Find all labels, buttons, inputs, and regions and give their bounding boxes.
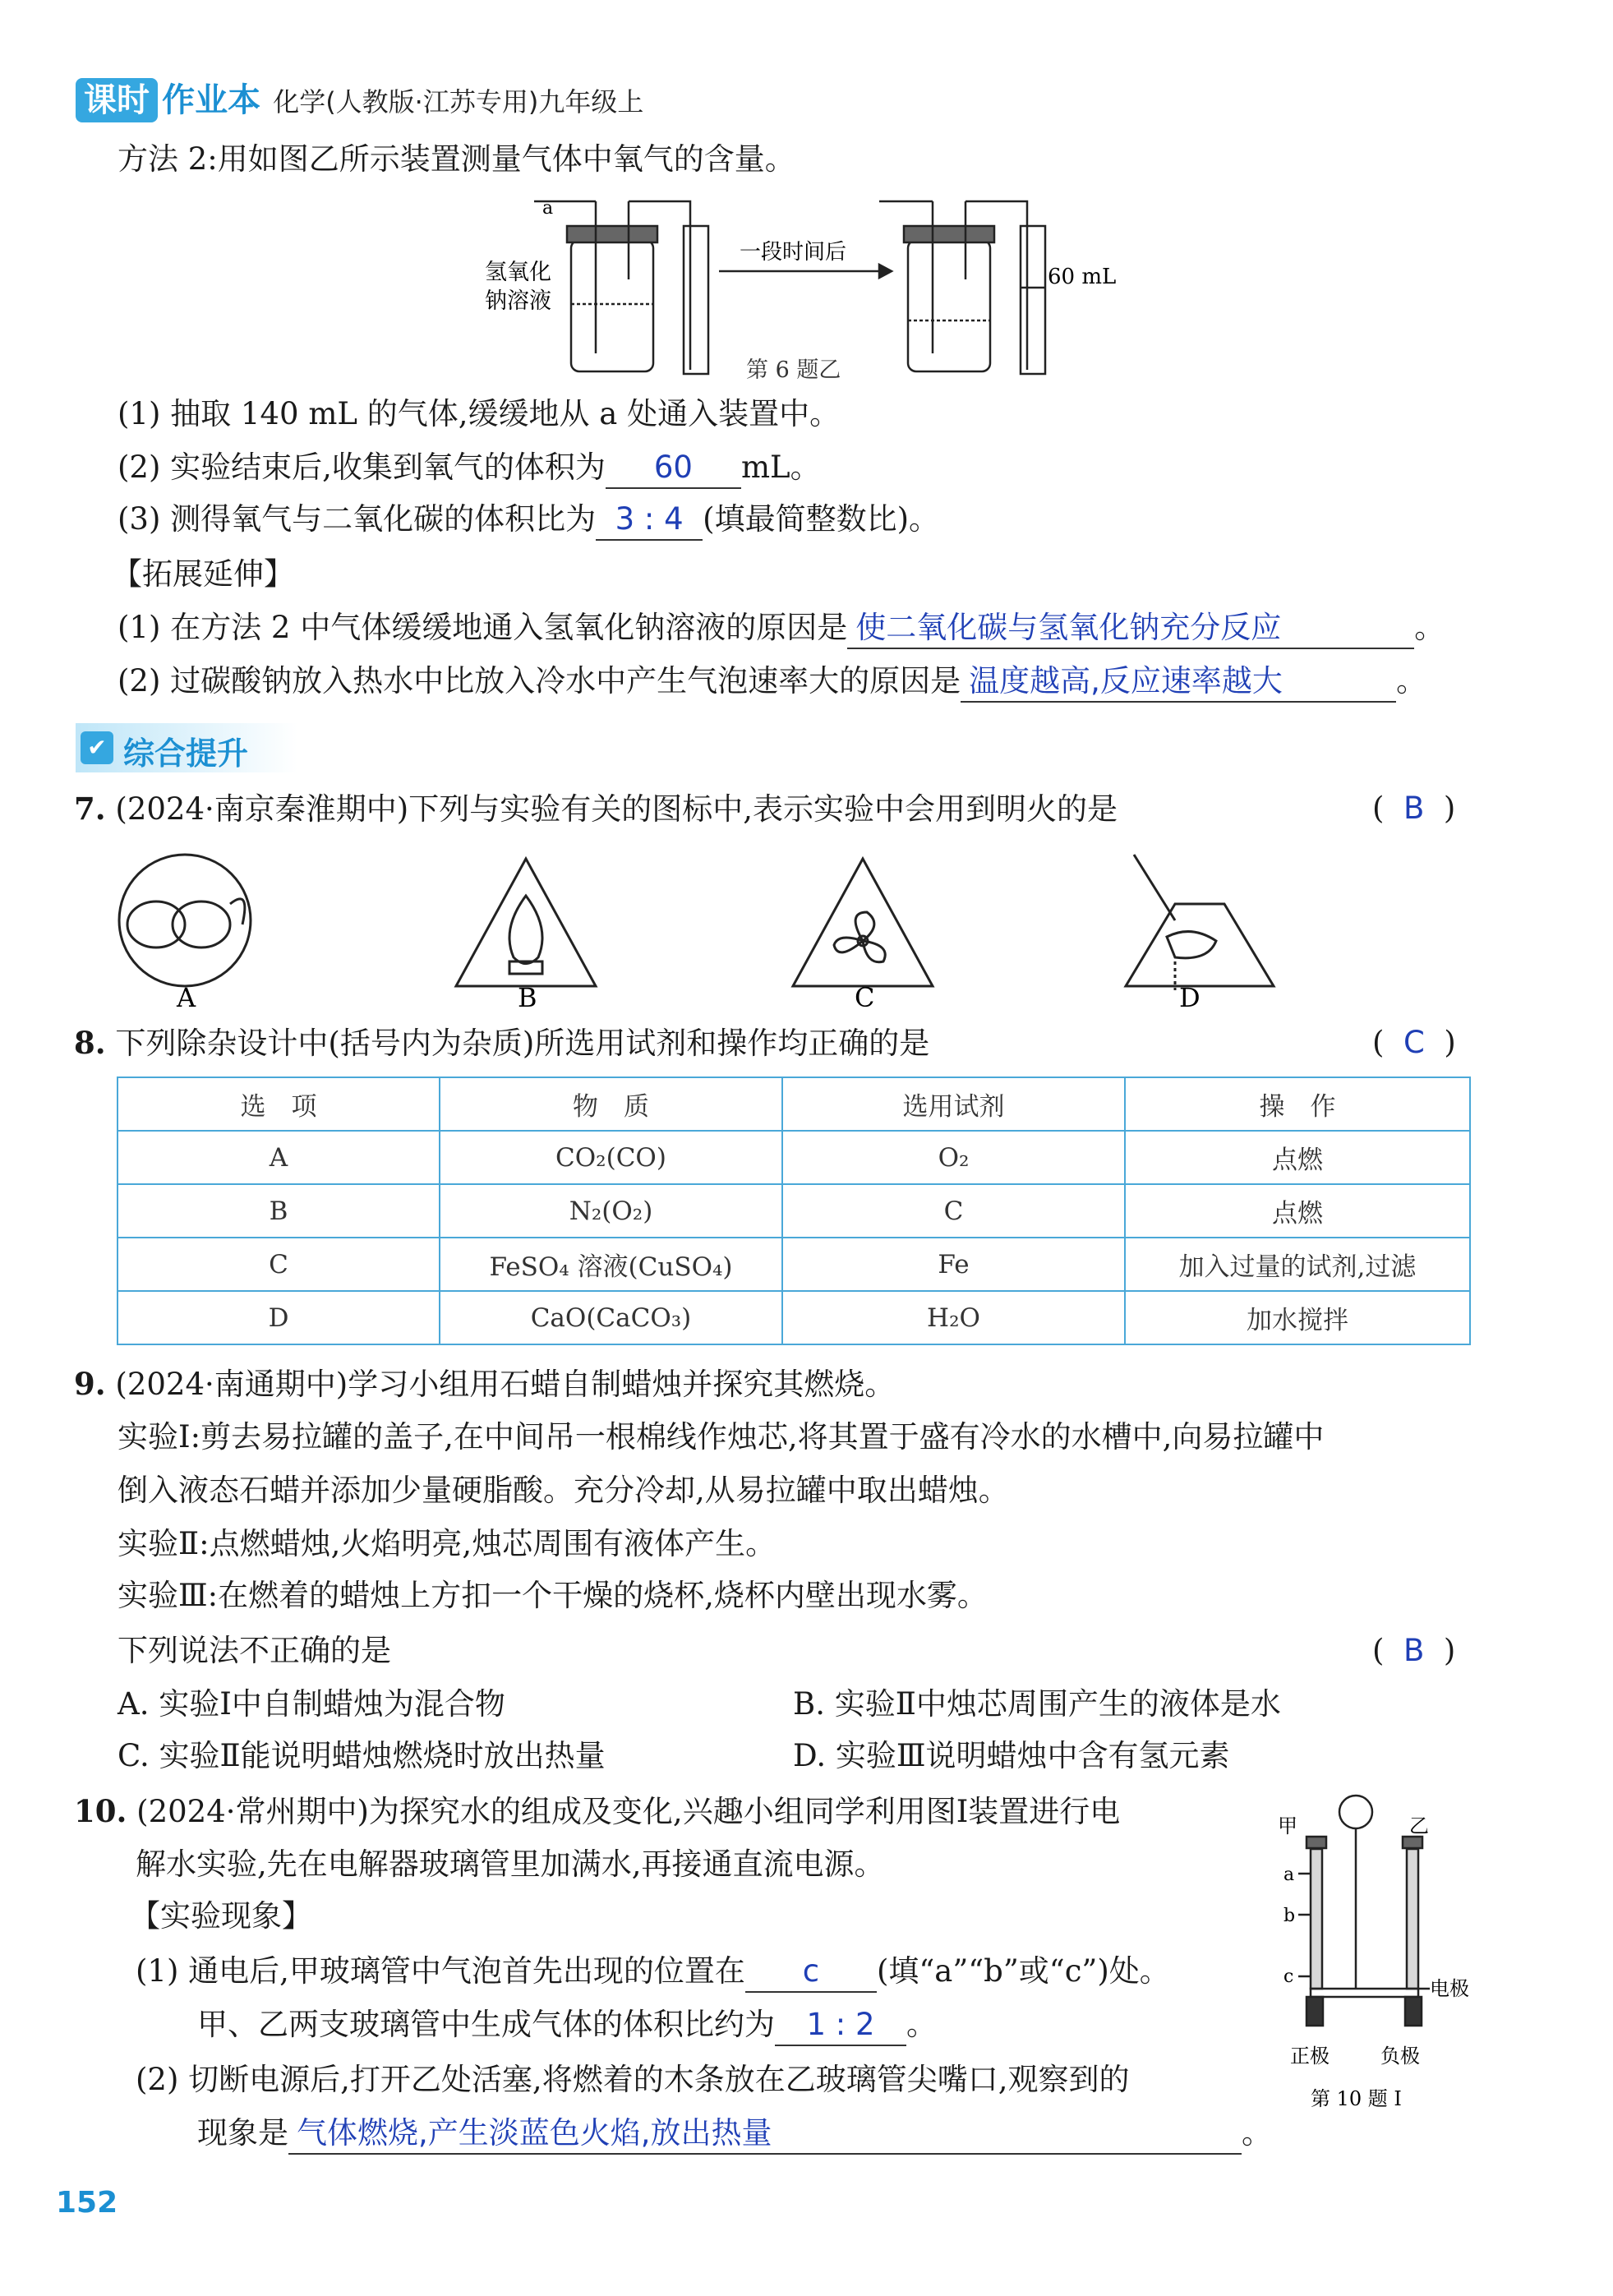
q10-line1 — [74, 1791, 1120, 1832]
q10-phenomenon-title: 【实验现象】 — [130, 1898, 312, 1934]
table-cell: 点燃 — [1125, 1184, 1470, 1238]
q10-q1-post: (填“a”“b”或“c”)处。 — [876, 1953, 1170, 1989]
q9-option-b: B. 实验Ⅱ中烛芯周围产生的液体是水 — [793, 1686, 1281, 1722]
extend-q2-post: 。 — [1396, 663, 1427, 698]
table-cell: D — [118, 1291, 440, 1344]
table-cell: 加入过量的试剂,过滤 — [1125, 1238, 1470, 1291]
page-number: 152 — [56, 2186, 118, 2220]
q10-q1b — [197, 2005, 937, 2046]
table-cell: 点燃 — [1125, 1131, 1470, 1184]
q10-q1-answer[interactable]: c — [745, 1952, 877, 1993]
table-cell: Fe — [782, 1238, 1125, 1291]
fig10-b: b — [1283, 1906, 1296, 1926]
q10-q2-pre: 现象是 — [197, 2115, 288, 2151]
extend-q2-pre: (2) 过碳酸钠放入热水中比放入冷水中产生气泡速率大的原因是 — [118, 663, 961, 698]
q7-option-b: B — [518, 982, 537, 1011]
extend-q1-answer[interactable]: 使二氧化碳与氢氧化钠充分反应 — [847, 608, 1414, 649]
q10-l1: (2024·常州期中)为探究水的组成及变化,兴趣小组同学利用图Ⅰ装置进行电 — [136, 1794, 1121, 1829]
fan-icon — [793, 859, 933, 986]
table-cell: CO₂(CO) — [440, 1131, 782, 1184]
q8-answer-box: ( C ) — [1372, 1025, 1456, 1060]
q8-stem: 下列除杂设计中(括号内为杂质)所选用试剂和操作均正确的是 — [115, 1026, 930, 1061]
q9-option-c: C. 实验Ⅱ能说明蜡烛燃烧时放出热量 — [118, 1738, 606, 1773]
q8-num: 8. — [74, 1025, 106, 1061]
section-bar — [76, 723, 297, 772]
figure-arrow-label: 一段时间后 — [740, 240, 847, 265]
fig10-caption: 第 10 题 Ⅰ — [1311, 2087, 1402, 2110]
table-cell: CaO(CaCO₃) — [440, 1291, 782, 1344]
fig10-c: c — [1283, 1966, 1294, 1987]
q9-exp1-line2: 倒入液态石蜡并添加少量硬脂酸。充分冷却,从易拉罐中取出蜡烛。 — [118, 1473, 1009, 1508]
method2-q2-post: mL。 — [740, 450, 821, 485]
q10-q1b-post: 。 — [906, 2007, 937, 2042]
q9-intro-text: (2024·南通期中)学习小组用石蜡自制蜡烛并探究其燃烧。 — [115, 1367, 896, 1402]
q9-intro — [74, 1364, 895, 1404]
table-cell: O₂ — [782, 1131, 1125, 1184]
extend-q1-pre: (1) 在方法 2 中气体缓缓地通入氢氧化钠溶液的原因是 — [118, 610, 848, 645]
q9-ask: 下列说法不正确的是 — [118, 1633, 391, 1668]
table-cell: C — [118, 1238, 440, 1291]
method2-q2-answer[interactable]: 60 — [606, 448, 741, 489]
fig10-electrode: 电极 — [1430, 1977, 1469, 2000]
q7-option-c: C — [855, 982, 875, 1011]
figure-solution-line1: 氢氧化 — [485, 260, 551, 285]
q7-option-d: D — [1179, 982, 1201, 1011]
q10-q2-answer[interactable]: 气体燃烧,产生淡蓝色火焰,放出热量 — [288, 2114, 1242, 2155]
fig10-a: a — [1283, 1865, 1295, 1885]
figure-10-electrolyzer — [1265, 1791, 1487, 2120]
table-cell: A — [118, 1131, 440, 1184]
q7-icons — [107, 846, 1504, 1011]
q10-q1-pre: (1) 通电后,甲玻璃管中气泡首先出现的位置在 — [136, 1953, 745, 1989]
q9-exp3: 实验Ⅲ:在燃着的蜡烛上方扣一个干燥的烧杯,烧杯内壁出现水雾。 — [118, 1578, 988, 1613]
hand-wash-icon — [1126, 855, 1274, 990]
extend-q1-post: 。 — [1414, 610, 1445, 645]
method2-q2-pre: (2) 实验结束后,收集到氧气的体积为 — [118, 450, 606, 485]
figure-solution-line2: 钠溶液 — [485, 288, 551, 314]
section-title: 综合提升 — [123, 735, 249, 772]
q10-q2-post: 。 — [1242, 2115, 1272, 2151]
fig10-positive: 正极 — [1290, 2045, 1330, 2068]
q10-q1b-answer[interactable]: 1 : 2 — [775, 2005, 906, 2046]
q9-exp2: 实验Ⅱ:点燃蜡烛,火焰明亮,烛芯周围有液体产生。 — [118, 1526, 777, 1561]
method2-text: 方法 2:用如图乙所示装置测量气体中氧气的含量。 — [118, 141, 795, 177]
table-cell: FeSO₄ 溶液(CuSO₄) — [440, 1238, 782, 1291]
method2-q3-answer[interactable]: 3 : 4 — [596, 500, 703, 541]
q7-stem: (2024·南京秦淮期中)下列与实验有关的图标中,表示实验中会用到明火的是 — [115, 791, 1118, 827]
method2-q3-post: (填最简整数比)。 — [703, 501, 940, 537]
q9-option-a: A. 实验Ⅰ中自制蜡烛为混合物 — [118, 1686, 505, 1722]
q10-line2: 解水实验,先在电解器玻璃管里加满水,再接通直流电源。 — [136, 1846, 885, 1882]
table-row — [118, 1291, 1470, 1344]
q8-header-cell: 物 质 — [440, 1077, 782, 1131]
q10-q1 — [136, 1952, 1170, 1993]
q7-num: 7. — [74, 791, 106, 827]
table-cell: B — [118, 1184, 440, 1238]
q7-text — [74, 789, 1118, 829]
header-logo: 课时 — [76, 78, 158, 122]
q8-header-cell: 选用试剂 — [782, 1077, 1125, 1131]
table-cell: H₂O — [782, 1291, 1125, 1344]
q10-q1b-pre: 甲、乙两支玻璃管中生成气体的体积比约为 — [197, 2007, 775, 2042]
table-row — [118, 1238, 1470, 1291]
q8-header-cell: 选 项 — [118, 1077, 440, 1131]
q8-text — [74, 1023, 929, 1063]
q7-answer[interactable]: B — [1403, 791, 1425, 826]
fig10-yi: 乙 — [1409, 1814, 1429, 1837]
q9-answer[interactable]: B — [1403, 1633, 1425, 1668]
q9-answer-box: ( B ) — [1372, 1633, 1456, 1668]
q7-option-a: A — [177, 982, 196, 1011]
q7-answer-box: ( B ) — [1372, 791, 1456, 826]
extend-q2-answer[interactable]: 温度越高,反应速率越大 — [961, 662, 1396, 703]
method2-q3 — [118, 500, 939, 541]
q9-num: 9. — [74, 1366, 106, 1402]
figure-label-a: a — [542, 198, 554, 219]
flame-icon — [456, 859, 596, 986]
fig10-negative: 负极 — [1380, 2045, 1420, 2068]
header-title: 作业本 — [162, 81, 261, 119]
q8-answer[interactable]: C — [1403, 1025, 1425, 1060]
q8-header-cell: 操 作 — [1125, 1077, 1470, 1131]
fig10-jia: 甲 — [1278, 1814, 1297, 1837]
table-row — [118, 1131, 1470, 1184]
method2-q1: (1) 抽取 140 mL 的气体,缓缓地从 a 处通入装置中。 — [118, 396, 841, 431]
method2-q3-pre: (3) 测得氧气与二氧化碳的体积比为 — [118, 501, 597, 537]
q9-option-d: D. 实验Ⅲ说明蜡烛中含有氢元素 — [793, 1738, 1230, 1773]
figure-6-caption: 第 6 题乙 — [746, 357, 841, 383]
q9-exp1-line1: 实验Ⅰ:剪去易拉罐的盖子,在中间吊一根棉线作烛芯,将其置于盛有冷水的水槽中,向易拉罐中 — [118, 1419, 1325, 1455]
q10-num: 10. — [74, 1793, 127, 1829]
table-row — [118, 1184, 1470, 1238]
thumbs-up-icon: ✔ — [81, 731, 113, 764]
extend-q1 — [118, 608, 1445, 649]
q8-header-row — [118, 1077, 1470, 1131]
header-subtitle: 化学(人教版·江苏专用)九年级上 — [273, 86, 644, 118]
method2-q2 — [118, 448, 821, 489]
q10-q2-line2 — [197, 2114, 1272, 2155]
extend-title: 【拓展延伸】 — [112, 556, 294, 592]
q8-table — [117, 1077, 1471, 1345]
q10-q2-line1: (2) 切断电源后,打开乙处活塞,将燃着的木条放在乙玻璃管尖嘴口,观察到的 — [136, 2062, 1130, 2097]
table-cell: N₂(O₂) — [440, 1184, 782, 1238]
table-cell: C — [782, 1184, 1125, 1238]
figure-volume-label: 60 mL — [1048, 265, 1117, 289]
goggles-icon — [119, 855, 251, 986]
table-cell: 加水搅拌 — [1125, 1291, 1470, 1344]
header — [76, 74, 643, 121]
extend-q2 — [118, 662, 1426, 703]
